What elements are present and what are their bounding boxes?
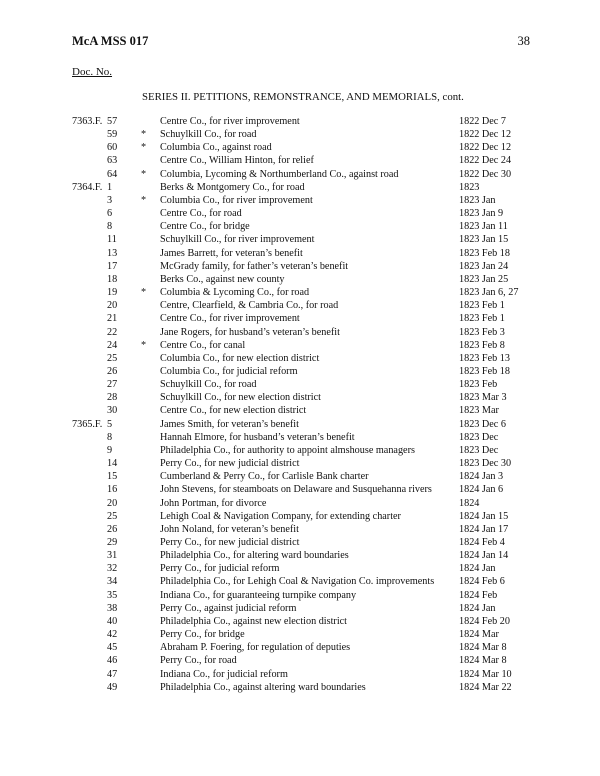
document-date: 1823 Feb 1 <box>459 313 505 325</box>
document-description: Indiana Co., for guaranteeing turnpike company <box>160 589 357 601</box>
document-description: Philadelphia Co., for altering ward boundaries <box>160 550 349 562</box>
doc-number: 31 <box>107 550 118 562</box>
list-item <box>0 575 600 588</box>
document-description: Berks & Montgomery Co., for road <box>160 181 305 193</box>
doc-number: 21 <box>107 313 118 325</box>
document-description: Centre Co., for river improvement <box>160 313 300 325</box>
doc-number: 25 <box>107 352 118 364</box>
document-description: Perry Co., against judicial reform <box>160 602 297 614</box>
list-item <box>0 497 600 510</box>
document-description: Columbia Co., against road <box>160 142 272 154</box>
document-description: Centre Co., for river improvement <box>160 116 300 127</box>
list-item <box>0 523 600 536</box>
list-item <box>0 154 600 167</box>
document-date: 1824 Jan 17 <box>459 523 509 535</box>
doc-number: 34 <box>107 576 118 588</box>
doc-number: 15 <box>107 471 118 483</box>
document-date: 1823 Jan 6, 27 <box>459 287 519 299</box>
list-item <box>0 483 600 496</box>
list-item <box>0 391 600 404</box>
list-item <box>0 194 600 207</box>
document-description: Centre Co., for bridge <box>160 221 250 233</box>
doc-number: 22 <box>107 326 118 338</box>
list-item <box>0 326 600 339</box>
doc-number: 25 <box>107 510 118 522</box>
list-item <box>0 141 600 154</box>
document-date: 1824 Mar <box>459 629 499 641</box>
list-item <box>0 418 600 431</box>
document-description: Philadelphia Co., for authority to appoint almshouse managers <box>160 444 415 456</box>
list-item <box>0 365 600 378</box>
series-title: SERIES II. PETITIONS, REMONSTRANCE, AND MEMORIALS, cont. <box>142 91 464 103</box>
document-date: 1823 Dec <box>459 431 499 443</box>
list-item <box>0 510 600 523</box>
document-date: 1822 Dec 30 <box>459 168 512 180</box>
list-item <box>0 404 600 417</box>
doc-number: 8 <box>107 431 113 443</box>
document-description: Philadelphia Co., for Lehigh Coal & Navigation Co. improvements <box>160 576 435 588</box>
document-date: 1823 Dec 6 <box>459 418 506 430</box>
list-item <box>0 220 600 233</box>
asterisk-marker: * <box>141 339 147 351</box>
list-item <box>0 260 600 273</box>
list-item <box>0 378 600 391</box>
document-date: 1823 Jan 9 <box>459 208 504 220</box>
document-date: 1823 Feb 18 <box>459 247 510 259</box>
document-date: 1824 Jan 15 <box>459 510 509 522</box>
doc-number: 9 <box>107 444 113 456</box>
list-item <box>0 115 600 128</box>
doc-number: 40 <box>107 615 118 627</box>
document-date: 1823 Feb 3 <box>459 326 505 338</box>
document-description: Lehigh Coal & Navigation Company, for extending charter <box>160 510 401 522</box>
list-item <box>0 273 600 286</box>
document-date: 1823 Jan 15 <box>459 234 509 246</box>
asterisk-marker: * <box>141 129 147 141</box>
doc-number: 57 <box>107 116 118 127</box>
doc-number: 28 <box>107 392 118 404</box>
list-item <box>0 681 600 694</box>
doc-number: 8 <box>107 221 113 233</box>
doc-number: 30 <box>107 405 118 417</box>
document-date: 1823 Feb 13 <box>459 352 510 364</box>
list-item <box>0 589 600 602</box>
document-description: Hannah Elmore, for husband’s veteran’s benefit <box>160 431 355 443</box>
document-description: Philadelphia Co., against altering ward boundaries <box>160 681 366 693</box>
document-date: 1824 Jan 3 <box>459 471 504 483</box>
document-date: 1822 Dec 12 <box>459 142 512 154</box>
list-item <box>0 352 600 365</box>
document-description: Perry Co., for judicial reform <box>160 563 280 575</box>
list-item <box>0 431 600 444</box>
collection-id: McA MSS 017 <box>72 34 149 48</box>
document-date: 1823 <box>459 181 480 193</box>
doc-number: 20 <box>107 300 118 312</box>
list-item <box>0 128 600 141</box>
document-date: 1824 Jan <box>459 563 496 575</box>
document-date: 1824 Feb 6 <box>459 576 505 588</box>
asterisk-marker: * <box>141 168 147 180</box>
list-item <box>0 562 600 575</box>
box-number: 7363.F. <box>72 116 103 127</box>
document-date: 1823 Jan <box>459 194 496 206</box>
document-description: James Smith, for veteran’s benefit <box>160 418 299 430</box>
doc-number: 29 <box>107 537 118 548</box>
document-description: Columbia, Lycoming & Northumberland Co., against road <box>160 168 399 180</box>
document-date: 1824 Feb 20 <box>459 615 510 627</box>
list-item <box>0 286 600 299</box>
document-description: John Noland, for veteran’s benefit <box>160 523 299 535</box>
document-date: 1823 Feb 8 <box>459 339 505 351</box>
doc-number: 42 <box>107 629 118 641</box>
document-date: 1823 Dec <box>459 444 499 456</box>
list-item <box>0 339 600 352</box>
list-item <box>0 168 600 181</box>
list-item <box>0 444 600 457</box>
doc-number: 5 <box>107 418 113 430</box>
document-date: 1823 Feb <box>459 379 498 391</box>
document-date: 1824 Jan 6 <box>459 484 504 496</box>
document-description: Schuylkill Co., for road <box>160 129 257 141</box>
document-description: Schuylkill Co., for new election district <box>160 392 321 404</box>
document-date: 1824 Feb 4 <box>459 537 505 548</box>
document-description: Perry Co., for new judicial district <box>160 537 300 548</box>
doc-no-label: Doc. No. <box>72 66 113 78</box>
document-description: Centre Co., for new election district <box>160 405 307 417</box>
document-description: Centre Co., William Hinton, for relief <box>160 155 314 167</box>
doc-number: 60 <box>107 142 118 154</box>
doc-number: 18 <box>107 273 118 285</box>
document-date: 1824 Mar 8 <box>459 655 507 667</box>
doc-number: 6 <box>107 208 113 220</box>
document-date: 1822 Dec 7 <box>459 116 506 127</box>
doc-number: 19 <box>107 287 118 299</box>
document-date: 1823 Mar <box>459 405 499 417</box>
doc-number: 32 <box>107 563 118 575</box>
list-item <box>0 654 600 667</box>
document-description: John Portman, for divorce <box>160 497 267 509</box>
document-date: 1824 <box>459 497 480 509</box>
document-description: Berks Co., against new county <box>160 273 285 285</box>
document-description: Columbia Co., for judicial reform <box>160 365 298 377</box>
page-number: 38 <box>517 34 530 48</box>
page-header <box>72 34 530 50</box>
document-description: Perry Co., for bridge <box>160 629 245 641</box>
list-item <box>0 181 600 194</box>
document-date: 1823 Mar 3 <box>459 392 507 404</box>
document-description: Philadelphia Co., against new election district <box>160 615 348 627</box>
document-description: Centre Co., for road <box>160 208 242 220</box>
document-description: Schuylkill Co., for river improvement <box>160 234 315 246</box>
doc-number: 47 <box>107 668 118 680</box>
document-description: Columbia & Lycoming Co., for road <box>160 287 310 299</box>
document-date: 1823 Dec 30 <box>459 458 512 470</box>
document-date: 1823 Jan 24 <box>459 260 509 272</box>
doc-number: 24 <box>107 339 118 351</box>
doc-number: 64 <box>107 168 118 180</box>
doc-number: 45 <box>107 642 118 654</box>
document-date: 1824 Mar 10 <box>459 668 512 680</box>
list-item <box>0 233 600 246</box>
list-item <box>0 470 600 483</box>
doc-number: 14 <box>107 458 118 470</box>
document-description: Columbia Co., for new election district <box>160 352 320 364</box>
document-description: James Barrett, for veteran’s benefit <box>160 247 303 259</box>
doc-number: 17 <box>107 260 118 272</box>
list-item <box>0 299 600 312</box>
doc-number: 26 <box>107 523 118 535</box>
document-description: Centre, Clearfield, & Cambria Co., for road <box>160 300 339 312</box>
doc-number: 1 <box>107 181 113 193</box>
doc-number: 27 <box>107 379 118 391</box>
list-item <box>0 641 600 654</box>
list-item <box>0 312 600 325</box>
document-date: 1824 Feb <box>459 589 498 601</box>
box-number: 7365.F. <box>72 418 103 430</box>
list-item <box>0 457 600 470</box>
list-item <box>0 247 600 260</box>
doc-number: 3 <box>107 194 113 206</box>
asterisk-marker: * <box>141 287 147 299</box>
doc-number: 38 <box>107 602 118 614</box>
document-date: 1824 Mar 22 <box>459 681 512 693</box>
doc-number: 13 <box>107 247 118 259</box>
document-date: 1824 Jan 14 <box>459 550 509 562</box>
list-item <box>0 615 600 628</box>
document-date: 1823 Jan 11 <box>459 221 508 233</box>
document-date: 1823 Feb 18 <box>459 365 510 377</box>
document-description: John Stevens, for steamboats on Delaware and Susquehanna rivers <box>160 484 432 496</box>
document-date: 1823 Feb 1 <box>459 300 505 312</box>
doc-number: 16 <box>107 484 118 496</box>
document-date: 1822 Dec 24 <box>459 155 512 167</box>
list-item <box>0 536 600 549</box>
list-item <box>0 602 600 615</box>
list-item <box>0 668 600 681</box>
document-description: Centre Co., for canal <box>160 339 246 351</box>
document-date: 1824 Mar 8 <box>459 642 507 654</box>
doc-number: 46 <box>107 655 118 667</box>
doc-number: 49 <box>107 681 118 693</box>
document-description: Indiana Co., for judicial reform <box>160 668 288 680</box>
asterisk-marker: * <box>141 142 147 154</box>
document-list <box>0 115 600 694</box>
document-description: Schuylkill Co., for road <box>160 379 257 391</box>
list-item <box>0 207 600 220</box>
box-number: 7364.F. <box>72 181 103 193</box>
document-date: 1822 Dec 12 <box>459 129 512 141</box>
document-description: Columbia Co., for river improvement <box>160 194 313 206</box>
doc-number: 35 <box>107 589 118 601</box>
document-description: Perry Co., for road <box>160 655 237 667</box>
document-description: Cumberland & Perry Co., for Carlisle Bank charter <box>160 471 369 483</box>
list-item <box>0 549 600 562</box>
doc-number: 20 <box>107 497 118 509</box>
document-description: Perry Co., for new judicial district <box>160 458 300 470</box>
document-description: Jane Rogers, for husband’s veteran’s benefit <box>160 326 340 338</box>
document-date: 1823 Jan 25 <box>459 273 509 285</box>
doc-number: 59 <box>107 129 118 141</box>
doc-number: 11 <box>107 234 117 246</box>
list-item <box>0 628 600 641</box>
document-description: Abraham P. Foering, for regulation of deputies <box>160 642 351 654</box>
doc-number: 26 <box>107 365 118 377</box>
document-date: 1824 Jan <box>459 602 496 614</box>
doc-number: 63 <box>107 155 118 167</box>
document-description: McGrady family, for father’s veteran’s benefit <box>160 260 349 272</box>
asterisk-marker: * <box>141 194 147 206</box>
